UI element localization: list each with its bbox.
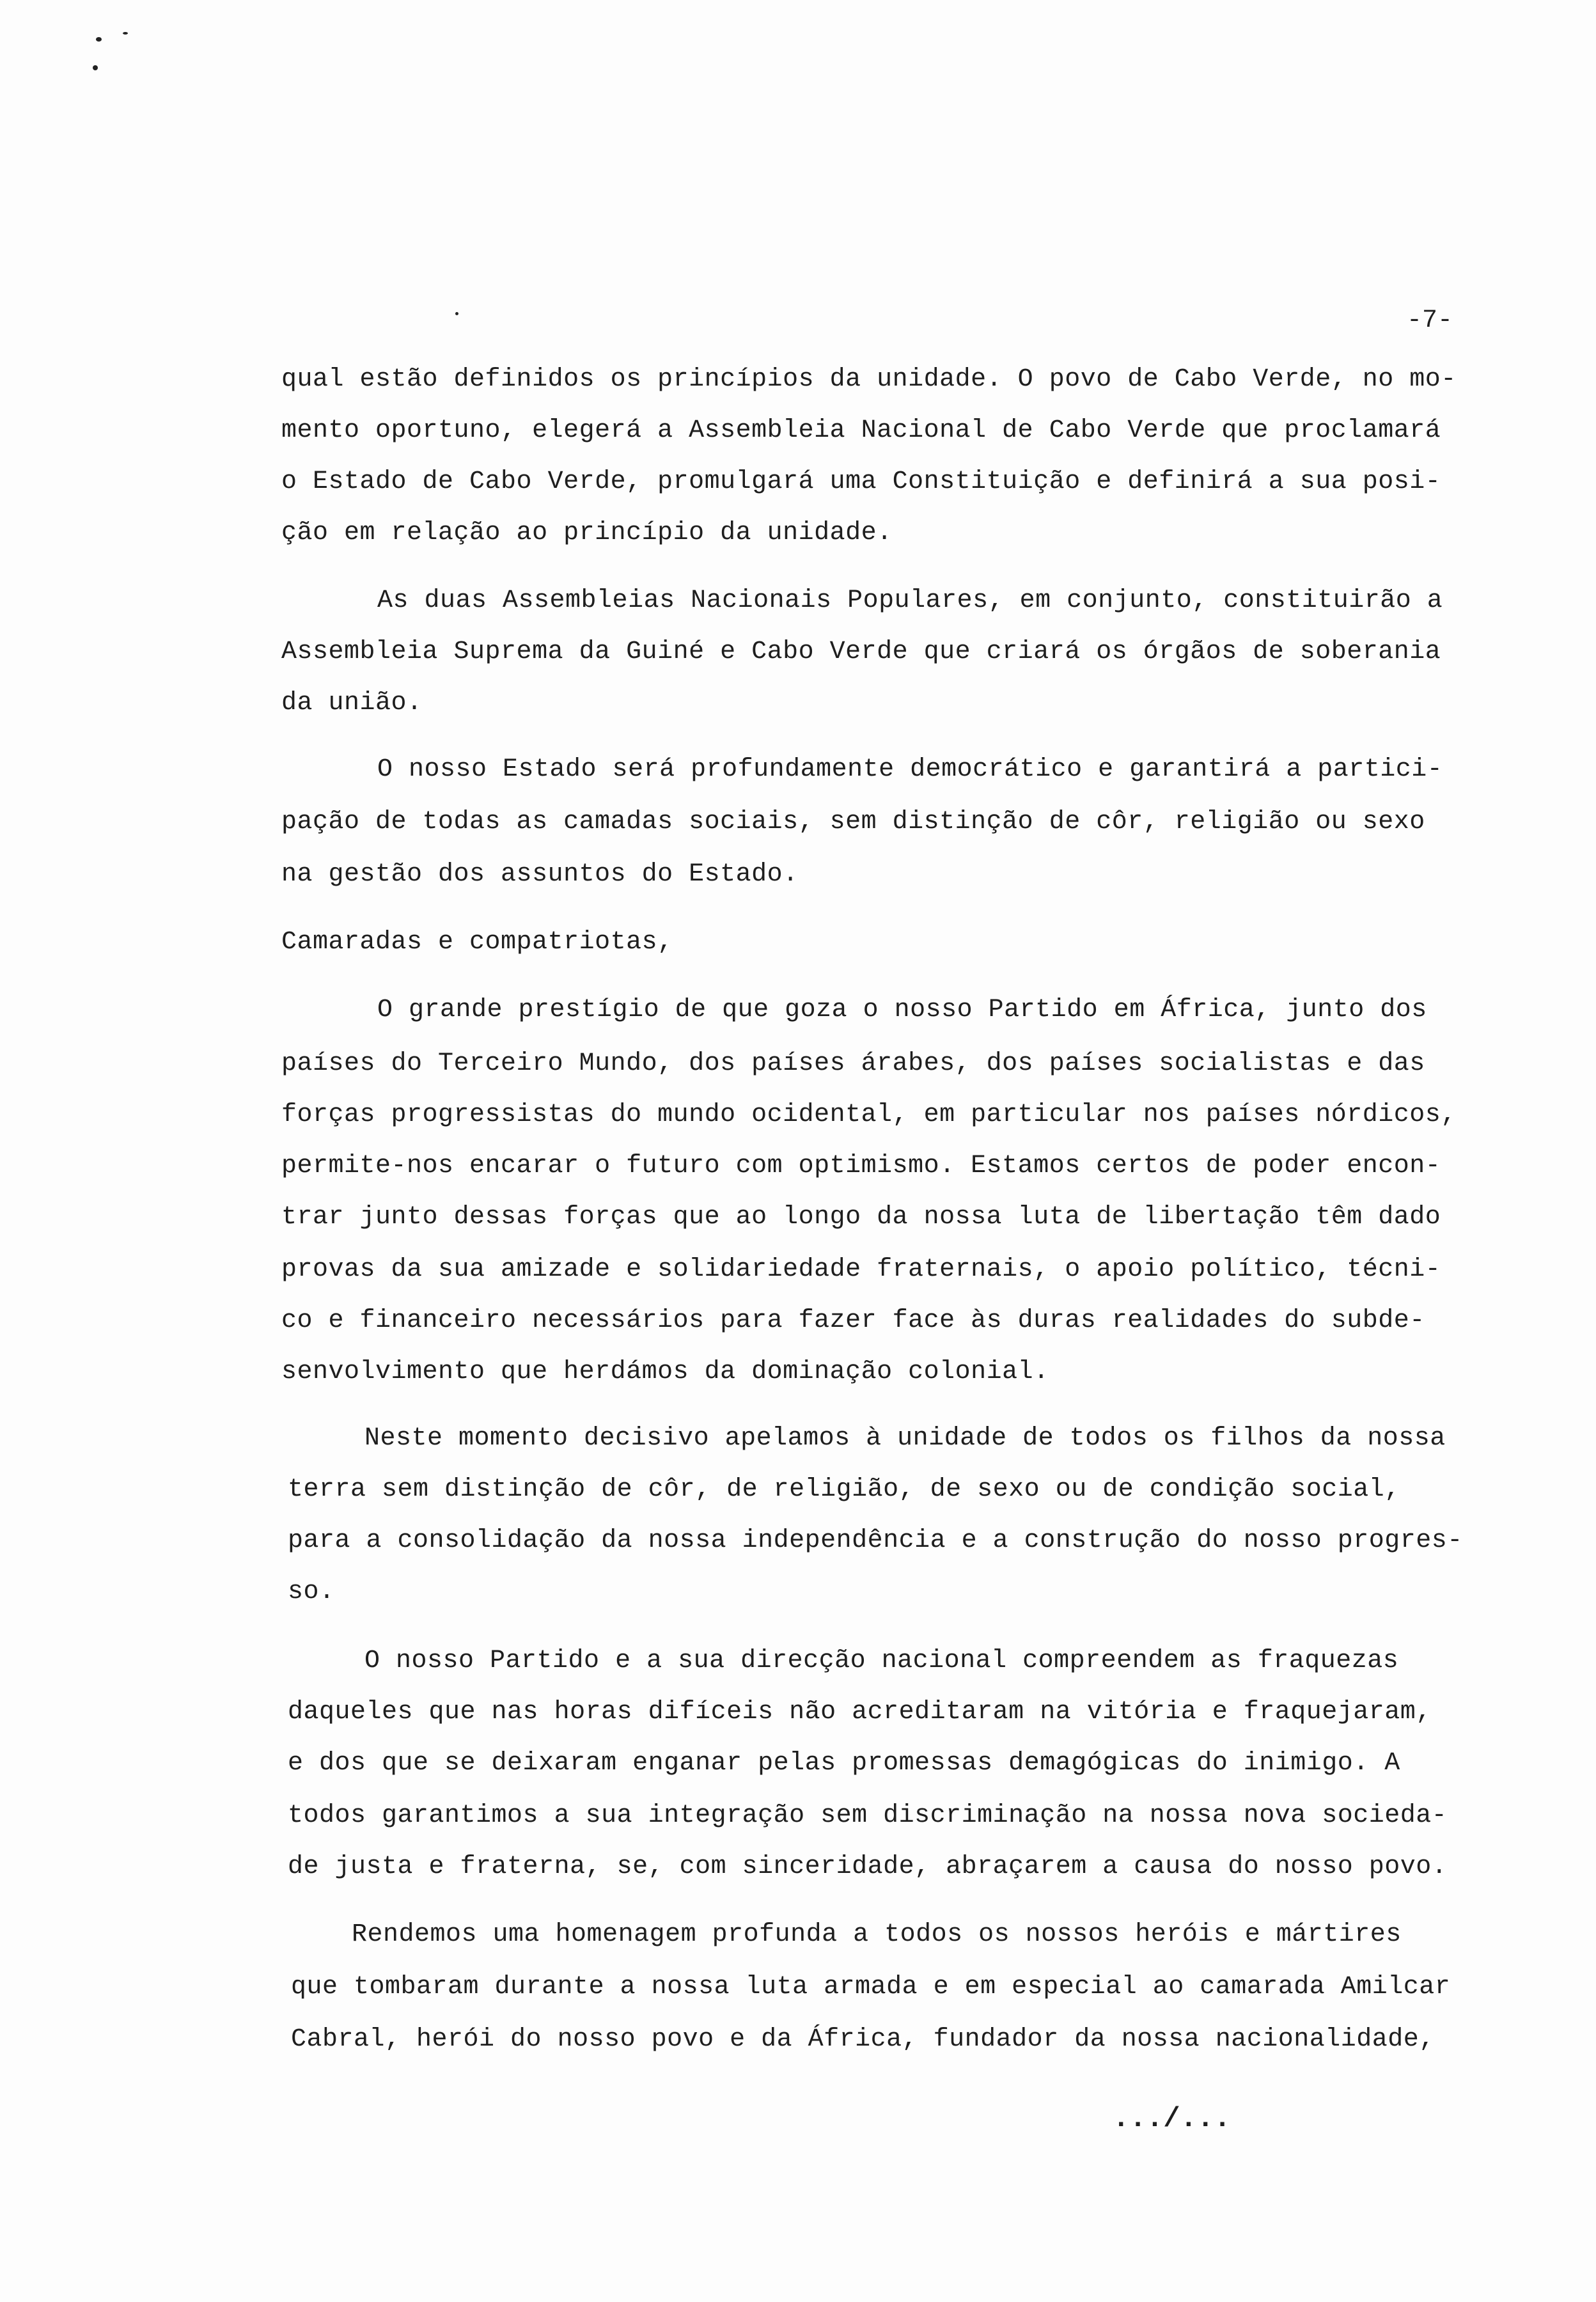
text-line: todos garantimos a sua integração sem discriminação na nossa nova socieda- <box>288 1801 1448 1830</box>
text-line: Camaradas e compatriotas, <box>281 928 673 957</box>
text-line: da união. <box>281 689 423 717</box>
text-line: senvolvimento que herdámos da dominação colonial. <box>281 1358 1049 1386</box>
ink-speck <box>96 37 102 42</box>
text-line: terra sem distinção de côr, de religião, de sexo ou de condição social, <box>288 1475 1400 1504</box>
text-line: daqueles que nas horas difíceis não acreditaram na vitória e fraquejaram, <box>288 1698 1432 1726</box>
ink-speck <box>93 65 98 70</box>
text-line: e dos que se deixaram enganar pelas promessas demagógicas do inimigo. A <box>288 1749 1400 1778</box>
text-line: permite-nos encarar o futuro com optimismo. Estamos certos de poder encon- <box>281 1152 1441 1180</box>
ink-speck <box>123 32 128 35</box>
ink-speck <box>455 312 458 315</box>
text-line: o Estado de Cabo Verde, promulgará uma Constituição e definirá a sua posi- <box>281 467 1441 496</box>
text-line: As duas Assembleias Nacionais Populares, em conjunto, constituirão a <box>377 586 1443 615</box>
continuation-mark: .../... <box>1113 2103 1231 2135</box>
text-line: O grande prestígio de que goza o nosso Partido em África, junto dos <box>377 996 1427 1024</box>
text-line: Neste momento decisivo apelamos à unidade de todos os filhos da nossa <box>364 1424 1446 1453</box>
text-line: ção em relação ao princípio da unidade. <box>281 519 893 547</box>
text-line: provas da sua amizade e solidariedade fraternais, o apoio político, técni- <box>281 1255 1441 1284</box>
text-line: para a consolidação da nossa independência e a construção do nosso progres- <box>288 1526 1463 1555</box>
text-line: trar junto dessas forças que ao longo da nossa luta de libertação têm dado <box>281 1203 1441 1232</box>
text-line: Cabral, herói do nosso povo e da África, fundador da nossa nacionalidade, <box>291 2025 1435 2054</box>
text-line: países do Terceiro Mundo, dos países árabes, dos países socialistas e das <box>281 1049 1425 1078</box>
text-line: Assembleia Suprema da Guiné e Cabo Verde que criará os órgãos de soberania <box>281 638 1441 666</box>
text-line: de justa e fraterna, se, com sinceridade, abraçarem a causa do nosso povo. <box>288 1852 1448 1881</box>
text-line: mento oportuno, elegerá a Assembleia Nacional de Cabo Verde que proclamará <box>281 416 1441 445</box>
text-line: que tombaram durante a nossa luta armada e em especial ao camarada Amilcar <box>291 1973 1451 2001</box>
text-line: O nosso Estado será profundamente democrático e garantirá a partici- <box>377 755 1443 784</box>
text-line: O nosso Partido e a sua direcção nacional compreendem as fraquezas <box>364 1647 1399 1675</box>
text-line: pação de todas as camadas sociais, sem distinção de côr, religião ou sexo <box>281 808 1425 836</box>
text-line: so. <box>288 1578 335 1606</box>
text-line: na gestão dos assuntos do Estado. <box>281 860 799 889</box>
text-line: co e financeiro necessários para fazer face às duras realidades do subde- <box>281 1306 1425 1335</box>
text-line: Rendemos uma homenagem profunda a todos os nossos heróis e mártires <box>352 1920 1402 1949</box>
text-line: forças progressistas do mundo ocidental, em particular nos países nórdicos, <box>281 1100 1457 1129</box>
page-number: -7- <box>1407 306 1453 335</box>
text-line: qual estão definidos os princípios da unidade. O povo de Cabo Verde, no mo- <box>281 365 1457 394</box>
